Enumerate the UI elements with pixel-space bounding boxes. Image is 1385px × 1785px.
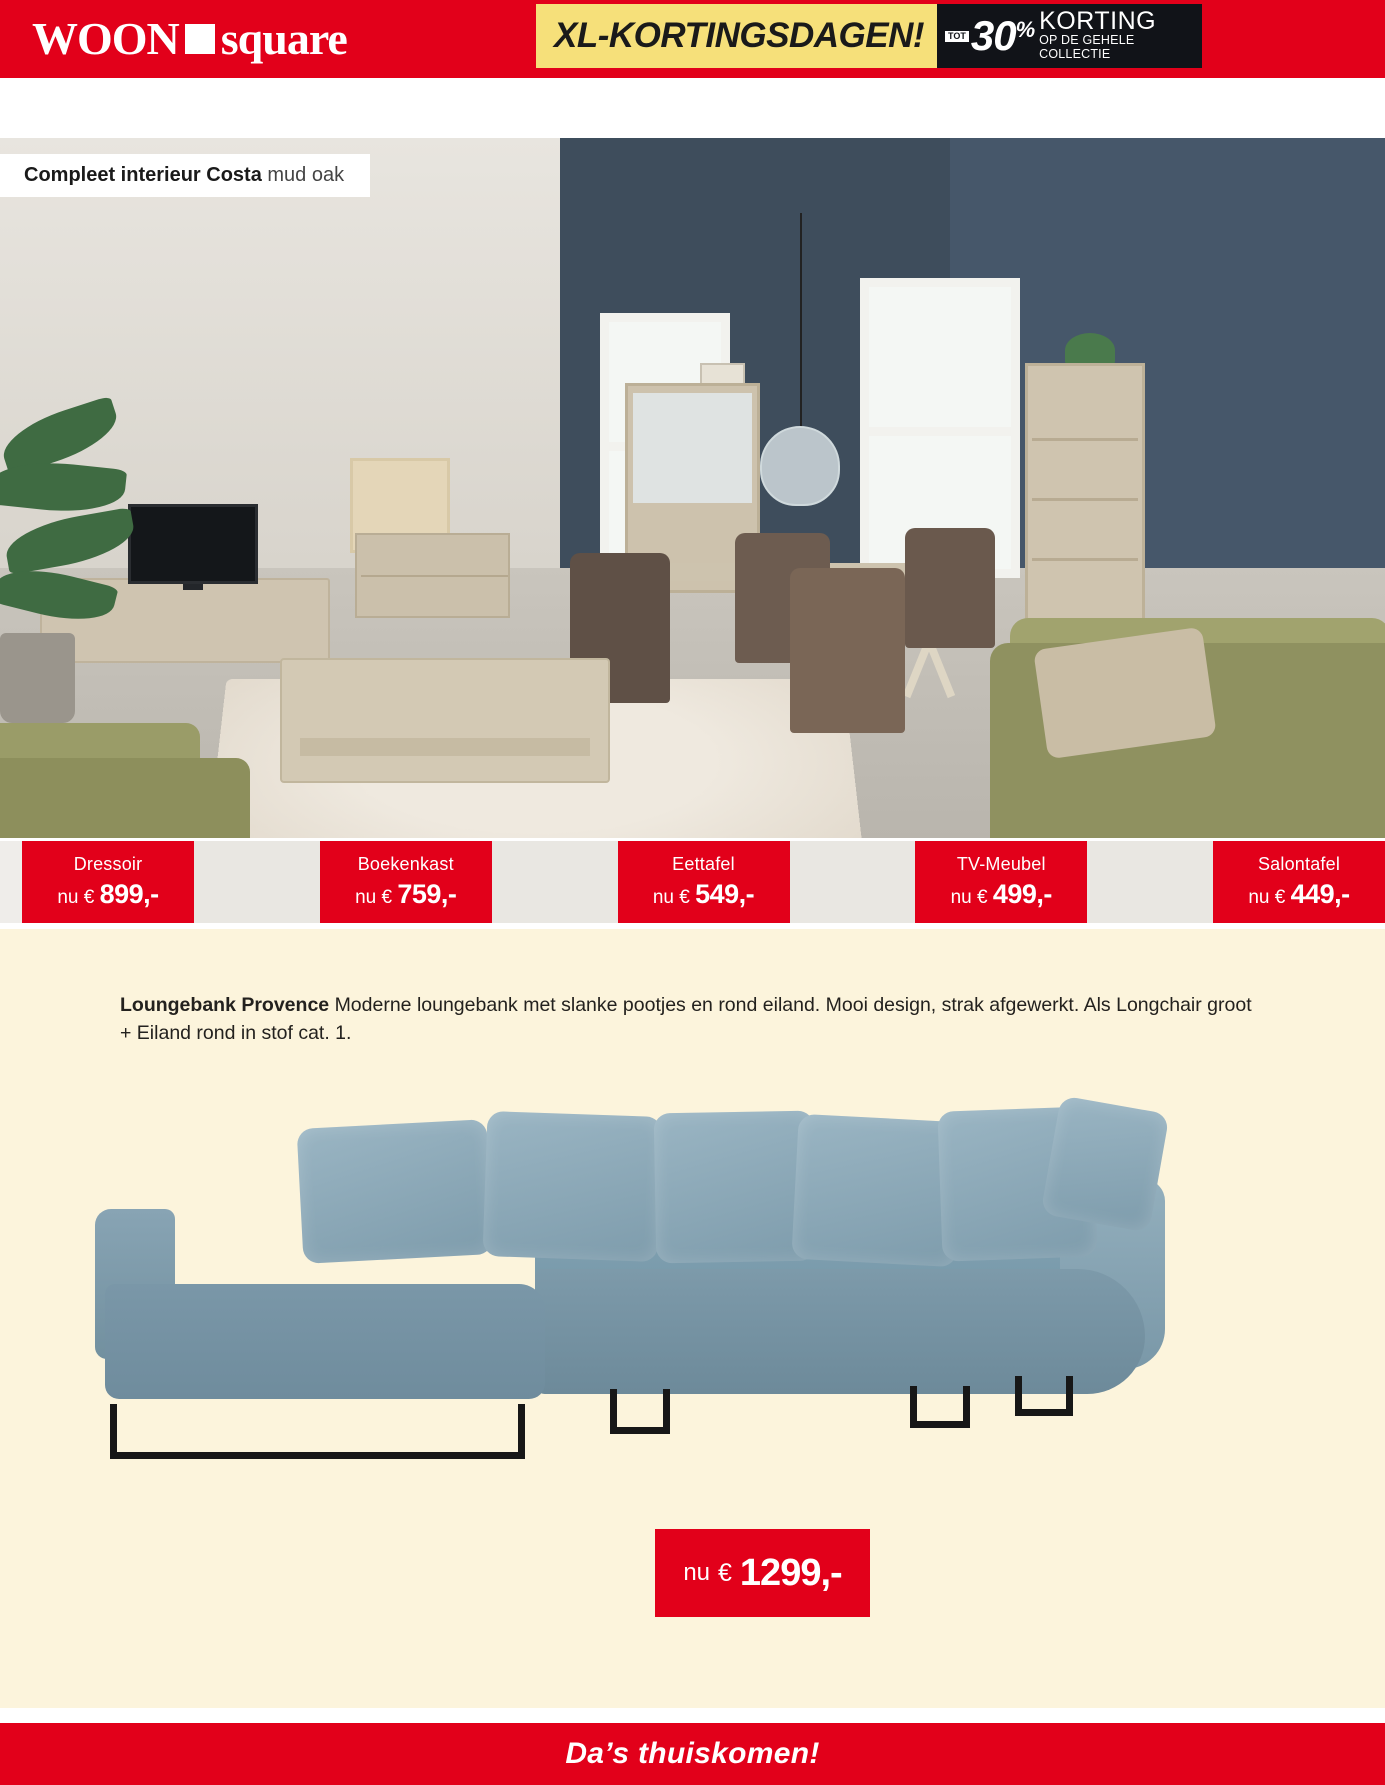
coffee-table-shelf [300, 738, 590, 756]
price-card-salontafel[interactable] [1213, 841, 1385, 923]
promo-headline: XL-KORTINGSDAGEN! [554, 16, 925, 55]
promo-discount-badge [937, 4, 1202, 68]
hero-section [0, 138, 1385, 838]
strip-gap [1087, 841, 1213, 923]
page-header [0, 0, 1385, 78]
sofa-leg [110, 1404, 525, 1459]
sideboard-dressoir [355, 533, 510, 618]
sofa-chaise-longue [105, 1284, 545, 1399]
footer-slogan: Da’s thuiskomen! [565, 1737, 820, 1770]
pendant-cord [800, 213, 802, 428]
sofa-leg [610, 1389, 670, 1434]
price-card-value: nu € 759,- [355, 879, 457, 909]
promo-percent-symbol: % [1015, 17, 1036, 42]
promo-banner [536, 4, 1202, 68]
price-card-value: nu € 899,- [57, 879, 159, 909]
price-card-title: Salontafel [1257, 854, 1341, 874]
dining-chair [905, 528, 995, 648]
square-block-icon [185, 24, 215, 54]
price-card-title: Eettafel [672, 854, 735, 874]
hero-caption [0, 154, 370, 197]
tv-stand [183, 584, 203, 590]
hero-caption-bold: Compleet interieur Costa [24, 164, 262, 186]
footer-divider [0, 1711, 1385, 1723]
promo-tot-label: TOT [945, 31, 969, 42]
price-card-tv-meubel[interactable] [915, 841, 1087, 923]
dining-chair [790, 568, 905, 733]
sofa-left [0, 758, 250, 838]
pendant-lamp [760, 426, 840, 506]
lounge-description-block [0, 929, 1385, 1048]
strip-gap [194, 841, 320, 923]
price-card-eettafel[interactable] [618, 841, 790, 923]
price-strip [0, 838, 1385, 923]
hero-caption-light: mud oak [267, 164, 345, 186]
strip-gap [492, 841, 618, 923]
price-amount: 1299,- [739, 1551, 842, 1594]
price-card-boekenkast[interactable] [320, 841, 492, 923]
strip-gap [0, 841, 22, 923]
price-card-value: nu € 449,- [1248, 879, 1350, 909]
price-card-title: Dressoir [73, 854, 143, 874]
sofa-cushion [1040, 1095, 1169, 1232]
price-card-title: Boekenkast [357, 854, 454, 874]
plant-pot [0, 633, 75, 723]
brand-name-part2: square [220, 13, 347, 64]
lounge-description: Moderne loungebank met slanke pootjes en rond eiland. Mooi design, strak afgewerkt. Als Longchair groot + Eiland rond in stof cat. 1. [120, 994, 1252, 1045]
lounge-section [0, 923, 1385, 1708]
price-currency: € [718, 1558, 732, 1587]
loungebank-product-photo [95, 1104, 1175, 1534]
price-prefix: nu [683, 1559, 711, 1586]
loungebank-price-badge[interactable] [655, 1529, 870, 1617]
price-card-dressoir[interactable] [22, 841, 194, 923]
hero-interior-photo [0, 138, 1385, 838]
price-card-value: nu € 549,- [652, 879, 755, 909]
price-card-title: TV-Meubel [956, 854, 1046, 874]
lounge-title: Loungebank Provence [120, 994, 330, 1016]
sofa-cushion [297, 1119, 494, 1264]
promo-discount-number: 30 [970, 12, 1016, 59]
throw-blanket [1033, 627, 1217, 760]
promo-subline: OP DE GEHELE COLLECTIE [1039, 33, 1135, 61]
brand-name-part1: WOON [32, 13, 179, 64]
brand-logo[interactable] [0, 0, 347, 78]
sofa-leg [910, 1386, 970, 1428]
page-footer [0, 1723, 1385, 1785]
sofa-leg [1015, 1376, 1073, 1416]
strip-gap [790, 841, 916, 923]
sofa-cushion [483, 1111, 663, 1262]
price-card-value: nu € 499,- [950, 879, 1052, 909]
coffee-table [280, 658, 610, 783]
cabinet-glass-door [633, 393, 752, 503]
promo-discount-word: KORTING [1039, 7, 1157, 36]
